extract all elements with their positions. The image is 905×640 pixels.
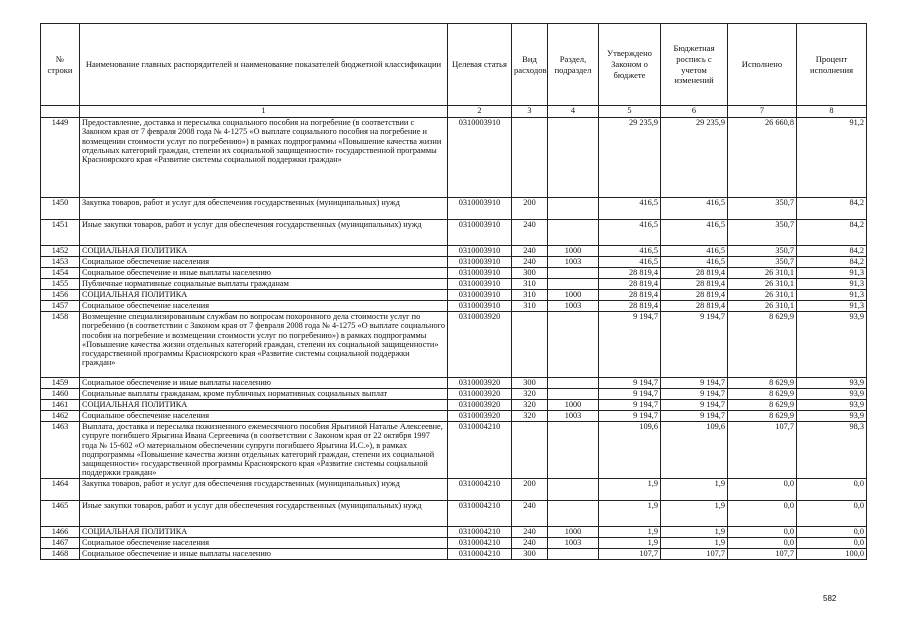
row-executed: 107,7 bbox=[728, 422, 797, 479]
row-executed: 26 310,1 bbox=[728, 279, 797, 290]
column-number: 5 bbox=[599, 106, 661, 118]
row-type: 240 bbox=[512, 526, 548, 537]
table-row bbox=[41, 500, 867, 526]
row-listing: 107,7 bbox=[661, 548, 728, 559]
row-target: 0310003910 bbox=[448, 301, 512, 312]
row-type: 320 bbox=[512, 400, 548, 411]
table-row bbox=[41, 400, 867, 411]
row-percent: 93,9 bbox=[797, 312, 867, 378]
row-listing: 416,5 bbox=[661, 220, 728, 246]
row-listing: 1,9 bbox=[661, 526, 728, 537]
row-executed: 8 629,9 bbox=[728, 378, 797, 389]
row-number: 1468 bbox=[41, 548, 80, 559]
row-section: 1000 bbox=[548, 246, 599, 257]
row-approved: 28 819,4 bbox=[599, 290, 661, 301]
row-target: 0310003920 bbox=[448, 312, 512, 378]
column-number: 7 bbox=[728, 106, 797, 118]
row-number: 1465 bbox=[41, 500, 80, 526]
row-name: Социальное обеспечение населения bbox=[80, 301, 448, 312]
row-percent: 0,0 bbox=[797, 537, 867, 548]
row-executed: 8 629,9 bbox=[728, 312, 797, 378]
row-name: СОЦИАЛЬНАЯ ПОЛИТИКА bbox=[80, 526, 448, 537]
row-section: 1003 bbox=[548, 257, 599, 268]
row-type: 240 bbox=[512, 246, 548, 257]
row-approved: 1,9 bbox=[599, 478, 661, 500]
row-section bbox=[548, 389, 599, 400]
row-percent: 93,9 bbox=[797, 400, 867, 411]
row-section bbox=[548, 500, 599, 526]
row-number: 1461 bbox=[41, 400, 80, 411]
row-listing: 416,5 bbox=[661, 246, 728, 257]
row-percent: 0,0 bbox=[797, 526, 867, 537]
row-section: 1003 bbox=[548, 537, 599, 548]
row-listing: 1,9 bbox=[661, 478, 728, 500]
row-name: Закупка товаров, работ и услуг для обеспечения государственных (муниципальных) нужд bbox=[80, 478, 448, 500]
header-approved: Утверждено Законом о бюджете bbox=[599, 24, 661, 106]
row-section bbox=[548, 312, 599, 378]
row-section bbox=[548, 478, 599, 500]
table-row bbox=[41, 378, 867, 389]
row-section bbox=[548, 378, 599, 389]
table-row bbox=[41, 118, 867, 198]
row-approved: 1,9 bbox=[599, 537, 661, 548]
row-approved: 9 194,7 bbox=[599, 411, 661, 422]
column-number-row bbox=[41, 106, 867, 118]
row-name: Предоставление, доставка и пересылка социального пособия на погребение (в соответствии с Законом края от 7 февраля 2008 года № 4-1275 «О выплате социального пособия на погребение и возмещении стоимости услуг по погребению») в рамках подпрограммы «Повышение качества жизни отдельных категорий граждан, степени их социальной защищенности» государственной программы Красноярского края «Развитие системы социальной поддержки граждан» bbox=[80, 118, 448, 198]
row-number: 1460 bbox=[41, 389, 80, 400]
row-type: 240 bbox=[512, 537, 548, 548]
row-listing: 416,5 bbox=[661, 257, 728, 268]
row-number: 1466 bbox=[41, 526, 80, 537]
row-approved: 107,7 bbox=[599, 548, 661, 559]
row-listing: 416,5 bbox=[661, 198, 728, 220]
header-executed: Исполнено bbox=[728, 24, 797, 106]
column-number: 2 bbox=[448, 106, 512, 118]
row-name: Социальное обеспечение и иные выплаты населению bbox=[80, 268, 448, 279]
table-row bbox=[41, 257, 867, 268]
row-approved: 416,5 bbox=[599, 198, 661, 220]
row-number: 1455 bbox=[41, 279, 80, 290]
row-approved: 9 194,7 bbox=[599, 378, 661, 389]
row-target: 0310003920 bbox=[448, 389, 512, 400]
row-executed: 0,0 bbox=[728, 478, 797, 500]
row-number: 1458 bbox=[41, 312, 80, 378]
row-percent: 93,9 bbox=[797, 389, 867, 400]
row-approved: 28 819,4 bbox=[599, 268, 661, 279]
row-executed: 0,0 bbox=[728, 526, 797, 537]
row-name: Выплата, доставка и пересылка пожизненного ежемесячного пособия Ярыгиной Наталье Алексеевне, супруге погибшего Ярыгина Ивана Сергеевича (в соответствии с Законом края от 22 октября 1997 года № 15-602 «О материальном обеспечении супруги погибшего Ярыгина И.С.»), в рамках подпрограммы «Повышение качества жизни отдельных категорий граждан, степени их социальной защищенности» государственной программы Красноярского края «Развитие системы социальной поддержки граждан» bbox=[80, 422, 448, 479]
row-executed: 26 660,8 bbox=[728, 118, 797, 198]
row-executed: 26 310,1 bbox=[728, 268, 797, 279]
row-number: 1449 bbox=[41, 118, 80, 198]
row-target: 0310003910 bbox=[448, 118, 512, 198]
row-executed: 0,0 bbox=[728, 500, 797, 526]
row-target: 0310003910 bbox=[448, 279, 512, 290]
row-executed: 8 629,9 bbox=[728, 400, 797, 411]
row-listing: 9 194,7 bbox=[661, 378, 728, 389]
row-type bbox=[512, 118, 548, 198]
row-listing: 9 194,7 bbox=[661, 400, 728, 411]
row-type: 320 bbox=[512, 411, 548, 422]
row-executed: 350,7 bbox=[728, 220, 797, 246]
header-name: Наименование главных распорядителей и наименование показателей бюджетной классификации bbox=[80, 24, 448, 106]
row-name: Возмещение специализированным службам по вопросам похоронного дела стоимости услуг по погребению (в соответствии с Законом края от 7 февраля 2008 года № 4-1275 «О выплате социального пособия на погребение и возмещении стоимости услуг по погребению») в рамках подпрограммы «Повышение качества жизни отдельных категорий граждан, степени их социальной защищенности» государственной программы Красноярского края «Развитие системы социальной поддержки граждан» bbox=[80, 312, 448, 378]
header-row bbox=[41, 24, 867, 106]
table-row bbox=[41, 198, 867, 220]
row-executed: 107,7 bbox=[728, 548, 797, 559]
row-number: 1464 bbox=[41, 478, 80, 500]
row-percent: 84,2 bbox=[797, 198, 867, 220]
row-type: 300 bbox=[512, 268, 548, 279]
row-type: 200 bbox=[512, 478, 548, 500]
table-row bbox=[41, 526, 867, 537]
row-listing: 28 819,4 bbox=[661, 279, 728, 290]
row-name: Закупка товаров, работ и услуг для обеспечения государственных (муниципальных) нужд bbox=[80, 198, 448, 220]
row-percent: 0,0 bbox=[797, 500, 867, 526]
row-executed: 350,7 bbox=[728, 246, 797, 257]
row-listing: 28 819,4 bbox=[661, 268, 728, 279]
row-section bbox=[548, 279, 599, 290]
row-section: 1003 bbox=[548, 411, 599, 422]
row-number: 1457 bbox=[41, 301, 80, 312]
row-target: 0310004210 bbox=[448, 548, 512, 559]
row-name: Социальное обеспечение населения bbox=[80, 537, 448, 548]
row-type bbox=[512, 312, 548, 378]
row-approved: 1,9 bbox=[599, 500, 661, 526]
row-name: Социальное обеспечение и иные выплаты населению bbox=[80, 378, 448, 389]
row-number: 1453 bbox=[41, 257, 80, 268]
row-name: СОЦИАЛЬНАЯ ПОЛИТИКА bbox=[80, 246, 448, 257]
row-percent: 93,9 bbox=[797, 411, 867, 422]
row-section bbox=[548, 220, 599, 246]
row-approved: 416,5 bbox=[599, 257, 661, 268]
row-section: 1003 bbox=[548, 301, 599, 312]
row-target: 0310004210 bbox=[448, 500, 512, 526]
row-type: 320 bbox=[512, 389, 548, 400]
row-section bbox=[548, 198, 599, 220]
table-row bbox=[41, 411, 867, 422]
table-row bbox=[41, 478, 867, 500]
row-name: Социальные выплаты гражданам, кроме публичных нормативных социальных выплат bbox=[80, 389, 448, 400]
header-listing: Бюджетная роспись с учетом изменений bbox=[661, 24, 728, 106]
row-percent: 93,9 bbox=[797, 378, 867, 389]
row-number: 1462 bbox=[41, 411, 80, 422]
row-executed: 8 629,9 bbox=[728, 411, 797, 422]
table-row bbox=[41, 268, 867, 279]
column-number: 3 bbox=[512, 106, 548, 118]
table-row bbox=[41, 279, 867, 290]
row-executed: 8 629,9 bbox=[728, 389, 797, 400]
table-row bbox=[41, 389, 867, 400]
row-type: 310 bbox=[512, 279, 548, 290]
row-listing: 1,9 bbox=[661, 500, 728, 526]
row-target: 0310003910 bbox=[448, 220, 512, 246]
row-approved: 9 194,7 bbox=[599, 312, 661, 378]
row-approved: 29 235,9 bbox=[599, 118, 661, 198]
table-row bbox=[41, 312, 867, 378]
row-name: Иные закупки товаров, работ и услуг для обеспечения государственных (муниципальных) нужд bbox=[80, 500, 448, 526]
column-number: 4 bbox=[548, 106, 599, 118]
table-row bbox=[41, 290, 867, 301]
row-name: Социальное обеспечение населения bbox=[80, 411, 448, 422]
row-executed: 350,7 bbox=[728, 257, 797, 268]
header-target: Целевая статья bbox=[448, 24, 512, 106]
row-type: 240 bbox=[512, 257, 548, 268]
row-listing: 9 194,7 bbox=[661, 389, 728, 400]
row-target: 0310003910 bbox=[448, 198, 512, 220]
row-percent: 91,3 bbox=[797, 301, 867, 312]
table-row bbox=[41, 422, 867, 479]
page-number: 582 bbox=[823, 594, 837, 603]
table-body bbox=[41, 106, 867, 560]
header-type: Вид расходов bbox=[512, 24, 548, 106]
row-target: 0310004210 bbox=[448, 537, 512, 548]
row-listing: 29 235,9 bbox=[661, 118, 728, 198]
row-target: 0310004210 bbox=[448, 478, 512, 500]
column-number: 8 bbox=[797, 106, 867, 118]
row-target: 0310004210 bbox=[448, 526, 512, 537]
row-listing: 28 819,4 bbox=[661, 290, 728, 301]
row-name: Социальное обеспечение населения bbox=[80, 257, 448, 268]
row-approved: 28 819,4 bbox=[599, 279, 661, 290]
row-number: 1459 bbox=[41, 378, 80, 389]
row-percent: 0,0 bbox=[797, 478, 867, 500]
row-type: 240 bbox=[512, 220, 548, 246]
row-number: 1463 bbox=[41, 422, 80, 479]
row-approved: 109,6 bbox=[599, 422, 661, 479]
row-target: 0310003910 bbox=[448, 290, 512, 301]
row-type bbox=[512, 422, 548, 479]
row-number: 1454 bbox=[41, 268, 80, 279]
row-percent: 100,0 bbox=[797, 548, 867, 559]
header-percent: Процент исполнения bbox=[797, 24, 867, 106]
row-section bbox=[548, 548, 599, 559]
row-percent: 84,2 bbox=[797, 257, 867, 268]
row-type: 240 bbox=[512, 500, 548, 526]
row-name: Публичные нормативные социальные выплаты гражданам bbox=[80, 279, 448, 290]
row-percent: 84,2 bbox=[797, 220, 867, 246]
row-section bbox=[548, 422, 599, 479]
row-listing: 28 819,4 bbox=[661, 301, 728, 312]
row-target: 0310003920 bbox=[448, 400, 512, 411]
table-row bbox=[41, 548, 867, 559]
row-listing: 1,9 bbox=[661, 537, 728, 548]
row-percent: 84,2 bbox=[797, 246, 867, 257]
row-target: 0310003920 bbox=[448, 411, 512, 422]
row-percent: 91,3 bbox=[797, 290, 867, 301]
row-approved: 9 194,7 bbox=[599, 400, 661, 411]
table-row bbox=[41, 220, 867, 246]
row-approved: 9 194,7 bbox=[599, 389, 661, 400]
row-target: 0310003910 bbox=[448, 268, 512, 279]
row-name: Иные закупки товаров, работ и услуг для обеспечения государственных (муниципальных) нужд bbox=[80, 220, 448, 246]
row-type: 200 bbox=[512, 198, 548, 220]
row-type: 300 bbox=[512, 548, 548, 559]
row-listing: 9 194,7 bbox=[661, 312, 728, 378]
row-percent: 91,3 bbox=[797, 279, 867, 290]
row-section: 1000 bbox=[548, 526, 599, 537]
row-executed: 26 310,1 bbox=[728, 290, 797, 301]
row-section bbox=[548, 268, 599, 279]
row-executed: 0,0 bbox=[728, 537, 797, 548]
row-percent: 98,3 bbox=[797, 422, 867, 479]
row-number: 1452 bbox=[41, 246, 80, 257]
row-number: 1456 bbox=[41, 290, 80, 301]
row-approved: 1,9 bbox=[599, 526, 661, 537]
column-number: 1 bbox=[80, 106, 448, 118]
row-name: Социальное обеспечение и иные выплаты населению bbox=[80, 548, 448, 559]
row-approved: 416,5 bbox=[599, 246, 661, 257]
row-number: 1467 bbox=[41, 537, 80, 548]
row-target: 0310003910 bbox=[448, 257, 512, 268]
table-row bbox=[41, 537, 867, 548]
row-executed: 350,7 bbox=[728, 198, 797, 220]
table-row bbox=[41, 246, 867, 257]
row-listing: 9 194,7 bbox=[661, 411, 728, 422]
row-type: 310 bbox=[512, 290, 548, 301]
header-section: Раздел, подраздел bbox=[548, 24, 599, 106]
header-row-no: № строки bbox=[41, 24, 80, 106]
row-section: 1000 bbox=[548, 400, 599, 411]
row-name: СОЦИАЛЬНАЯ ПОЛИТИКА bbox=[80, 290, 448, 301]
row-percent: 91,3 bbox=[797, 268, 867, 279]
row-executed: 26 310,1 bbox=[728, 301, 797, 312]
row-section bbox=[548, 118, 599, 198]
table-row bbox=[41, 301, 867, 312]
row-number: 1450 bbox=[41, 198, 80, 220]
row-target: 0310004210 bbox=[448, 422, 512, 479]
row-name: СОЦИАЛЬНАЯ ПОЛИТИКА bbox=[80, 400, 448, 411]
row-section: 1000 bbox=[548, 290, 599, 301]
row-approved: 416,5 bbox=[599, 220, 661, 246]
row-target: 0310003910 bbox=[448, 246, 512, 257]
row-percent: 91,2 bbox=[797, 118, 867, 198]
row-listing: 109,6 bbox=[661, 422, 728, 479]
column-number: 6 bbox=[661, 106, 728, 118]
row-number: 1451 bbox=[41, 220, 80, 246]
budget-execution-table bbox=[40, 23, 867, 560]
row-type: 310 bbox=[512, 301, 548, 312]
column-number bbox=[41, 106, 80, 118]
row-approved: 28 819,4 bbox=[599, 301, 661, 312]
row-target: 0310003920 bbox=[448, 378, 512, 389]
row-type: 300 bbox=[512, 378, 548, 389]
